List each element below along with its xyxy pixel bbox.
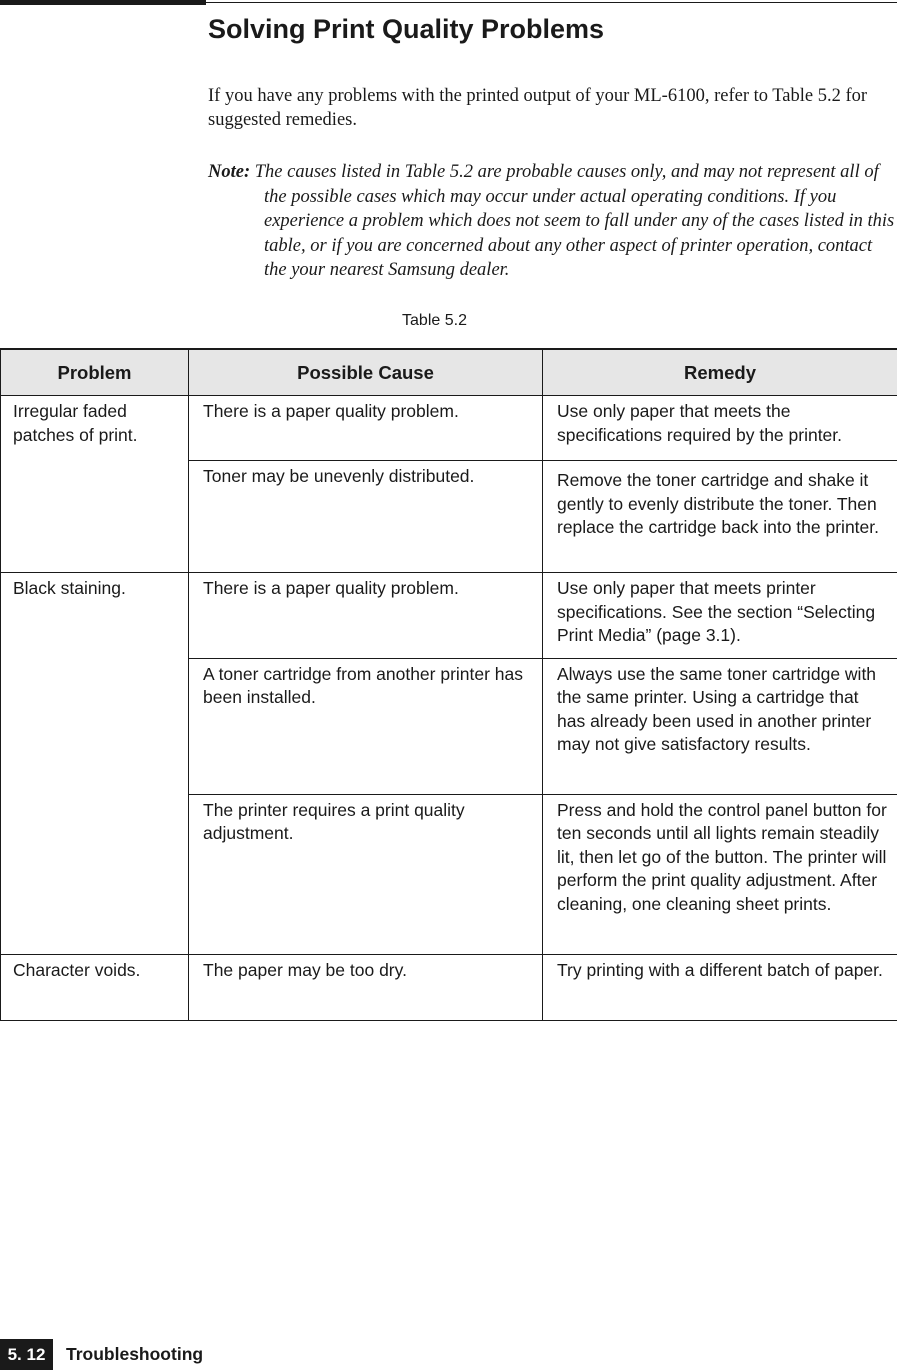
remedy-cell: Always use the same toner cartridge with the same printer. Using a cartridge that has already been used in another printer may not give satisfactory results.	[543, 658, 897, 794]
remedy-cell: Remove the toner cartridge and shake it gently to evenly distribute the toner. Then replace the cartridge back into the printer.	[543, 461, 897, 573]
cause-cell: Toner may be unevenly distributed.	[189, 461, 543, 573]
remedies-table	[0, 348, 897, 1021]
header-possible-cause: Possible Cause	[189, 349, 543, 396]
header-rule-thick	[0, 0, 206, 5]
table-caption: Table 5.2	[402, 312, 467, 329]
header-problem: Problem	[1, 349, 189, 396]
header-rule-thin	[206, 2, 897, 3]
header-remedy: Remedy	[543, 349, 897, 396]
note-label: Note:	[208, 162, 251, 182]
intro-paragraph: If you have any problems with the printed output of your ML-6100, refer to Table 5.2 for suggested remedies.	[208, 86, 868, 130]
table-row	[1, 954, 897, 1020]
page-number-badge: 5. 12	[0, 1339, 53, 1370]
cause-cell: There is a paper quality problem.	[189, 396, 543, 461]
remedy-cell: Use only paper that meets printer specifications. See the section “Selecting Print Media” (page 3.1).	[543, 573, 897, 659]
cause-cell: The paper may be too dry.	[189, 954, 543, 1020]
table-row	[1, 396, 897, 461]
cause-cell: The printer requires a print quality adjustment.	[189, 794, 543, 954]
remedy-cell: Press and hold the control panel button for ten seconds until all lights remain steadily lit, then let go of the button. The printer will perform the print quality adjustment. After cleaning, one cleaning sheet prints.	[543, 794, 897, 954]
problem-cell: Character voids.	[1, 954, 189, 1020]
problem-cell: Irregular faded patches of print.	[1, 396, 189, 573]
table-row	[1, 573, 897, 659]
cause-cell: A toner cartridge from another printer has been installed.	[189, 658, 543, 794]
note-text: The causes listed in Table 5.2 are probable causes only, and may not represent all of the possible cases which may occur under actual operating conditions. If you experience a problem which does not seem to fall under any of the cases listed in this table, or if you are concerned about any other aspect of printer operation, contact the your nearest Samsung dealer.	[254, 162, 895, 280]
remedy-cell: Use only paper that meets the specifications required by the printer.	[543, 396, 897, 461]
footer-section-title: Troubleshooting	[66, 1344, 204, 1364]
cause-cell: There is a paper quality problem.	[189, 573, 543, 659]
page-title: Solving Print Quality Problems	[208, 14, 605, 44]
note-paragraph	[208, 160, 896, 283]
table-header-row	[1, 349, 897, 396]
problem-cell: Black staining.	[1, 573, 189, 955]
remedy-cell: Try printing with a different batch of paper.	[543, 954, 897, 1020]
